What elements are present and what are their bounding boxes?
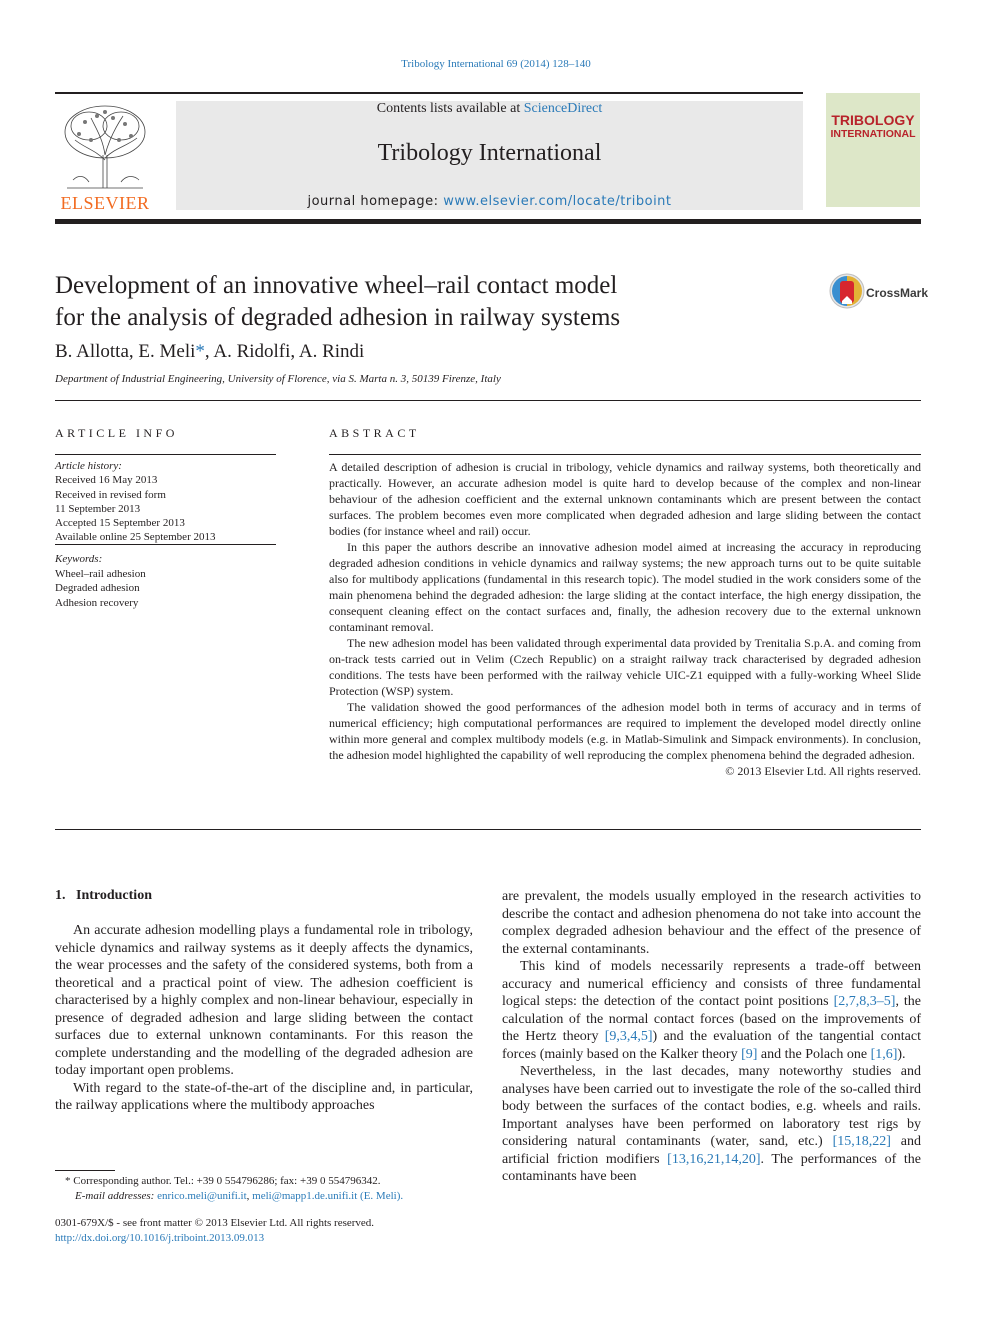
body-text: ) and the evaluation of the tangential contact forces (mainly based on the Kalker theory [502,1029,921,1062]
author-separator: , [204,341,214,362]
history-item: Accepted 15 September 2013 [55,517,185,530]
author-name[interactable]: E. Meli [138,341,196,362]
affiliation: Department of Industrial Engineering, University of Florence, via S. Marta n. 3, 50139 Firenze, Italy [55,373,501,385]
citation-link[interactable]: [1,6] [870,1046,898,1062]
body-column-left [55,922,473,1115]
header-thick-rule [55,219,921,224]
citation-link[interactable]: [15,18,22] [832,1134,891,1149]
history-label: Article history: [55,460,122,472]
corresponding-author-note: * Corresponding author. Tel.: +39 0 554796286; fax: +39 0 554796342. [65,1175,381,1187]
keywords-block [55,552,276,610]
citation-link[interactable]: [2,7,8,3–5] [833,994,896,1009]
issn-line: 0301-679X/$ - see front matter © 2013 Elsevier Ltd. All rights reserved. [55,1217,375,1229]
homepage-prefix: journal homepage: [307,194,444,209]
cover-title-line1: TRIBOLOGY [831,112,915,128]
abstract-paragraph: The new adhesion model has been validated through experimental data provided by Trenitalia S.p.A. and coming from on-track tests carried out in Velim (Czech Republic) on a straight railway track characterised by degraded adhesion conditions. The tests have been performed with the railway vehicle UIC-Z1 equipped with a fully-working Wheel Slide Protection (WSP) system. [329,636,921,698]
journal-cover-thumbnail[interactable] [826,93,920,207]
body-column-right [502,888,921,1186]
sciencedirect-link[interactable]: ScienceDirect [523,101,603,116]
title-line-1: Development of an innovative wheel–rail contact model [55,272,618,299]
footnotes [55,1174,475,1204]
history-item: Received in revised form [55,488,166,501]
footnote-rule [55,1170,115,1171]
history-item: 11 September 2013 [55,502,141,515]
body-paragraph: are prevalent, the models usually employed in the research activities to describe the contact and adhesion phenomena do not take into account the complex degraded adhesion behaviour and the effect of the presence of the external contaminants. [502,889,921,957]
article-info-rule [55,454,276,455]
body-text: and the Polach one [757,1046,871,1062]
article-title [55,270,775,334]
header-rule [55,92,803,94]
journal-homepage [176,194,803,209]
keywords-label: Keywords: [55,553,103,565]
body-text: This kind of models necessarily represents a trade-off between accuracy and numerical efficiency and consists of three fundamental logical steps: the detection of the contact point positions [502,959,921,1009]
abstract-paragraph: A detailed description of adhesion is crucial in tribology, vehicle dynamics and railway systems, both theoretically and practically. However, an accurate adhesion model is quite hard to develop because of the complex and non-linear behaviour of the adhesion coefficient and the external unknown contaminants which are present between the contact surfaces. The problem becomes even more complicated when degraded adhesion and large sliding between the contact bodies (for instance wheel and rail) occur. [329,460,921,538]
email-label: E-mail addresses: [75,1190,158,1202]
abstract-body [329,459,921,779]
author-separator: , [128,341,139,362]
journal-name: Tribology International [377,140,602,166]
abstract-heading: ABSTRACT [329,426,420,440]
homepage-link[interactable]: www.elsevier.com/locate/triboint [443,194,672,209]
email-link[interactable]: enrico.meli@unifi.it [157,1190,247,1202]
section-divider [55,400,921,401]
section-title: Introduction [76,888,152,903]
body-text: and artificial friction modifiers [502,1134,922,1167]
title-line-2: for the analysis of degraded adhesion in railway systems [55,304,621,331]
history-item: Received 16 May 2013 [55,474,158,487]
body-text: Nevertheless, in the last decades, many noteworthy studies and analyses have been carried out to investigate the role of the so-called third body between the surfaces of the contact bodies, e.g. wheels and rails. Important analyses have been performed on laboratory test rigs by considering natural contaminants (water, sand, etc.) [502,1064,921,1149]
elsevier-wordmark[interactable]: ELSEVIER [60,193,150,213]
body-paragraph: An accurate adhesion modelling plays a fundamental role in tribology, vehicle dynamics and railway systems as it deeply affects the dynamics, the wear processes and the safety of the considered systems, both from a theoretical and a practical point of view. The adhesion coefficient is characterised by a highly complex and non-linear behaviour, especially in presence of degraded adhesion and large sliding between the contact surfaces due to external unknown contaminants. For this reason the complete understanding and the modelling of the degraded adhesion are today important open problems. [55,923,473,1078]
author-name[interactable]: B. Allotta [55,341,129,362]
corresponding-author-mark[interactable]: * [195,341,205,362]
article-info-heading: ARTICLE INFO [55,426,178,440]
crossmark-icon[interactable] [829,273,865,309]
abstract-paragraph: The validation showed the good performances of the adhesion model both in terms of accuracy and in terms of numerical efficiency; high computational performances are required to implement the developed model directly online within more general and complex multibody models (e.g. in Matlab-Simulink and Simpack environments). In conclusion, the adhesion model highlighted the capability of well reproducing the complex phenomena behind the degraded adhesion. [329,700,921,762]
email-link[interactable]: meli@mapp1.de.unifi.it (E. Meli). [252,1190,404,1202]
doi-link[interactable]: http://dx.doi.org/10.1016/j.triboint.2013.09.013 [55,1232,265,1244]
body-paragraph [502,958,921,1063]
cover-title-line2: INTERNATIONAL [830,128,916,140]
section-number: 1. [55,888,66,903]
email-addresses [55,1189,475,1204]
citation-link[interactable]: [13,16,21,14,20] [667,1151,761,1167]
contents-line [176,101,803,117]
keyword: Degraded adhesion [55,582,140,594]
article-history [55,459,276,545]
body-text: , the calculation of the normal contact forces (based on the improvements of the Hertz theory [502,994,922,1044]
history-rule [55,544,276,545]
body-text: ). [897,1046,906,1062]
crossmark-label[interactable]: CrossMark [866,286,929,300]
section-divider [55,829,921,830]
front-matter [55,1216,475,1246]
contents-prefix: Contents lists available at [376,101,524,116]
abstract-rule [329,454,921,455]
citation-link[interactable]: [9] [741,1046,758,1062]
cover-title [828,113,918,141]
history-item: Available online 25 September 2013 [55,531,216,544]
author-name[interactable]: A. Rindi [298,341,365,362]
author-separator: , [290,341,299,362]
keyword: Adhesion recovery [55,596,139,609]
keyword: Wheel–rail adhesion [55,567,146,580]
body-paragraph [502,1063,921,1186]
copyright-notice: © 2013 Elsevier Ltd. All rights reserved. [725,764,921,778]
body-text: . The performances of the contaminants have been [502,1151,921,1184]
section-heading [55,888,152,904]
author-name[interactable]: A. Ridolfi [213,341,291,362]
journal-citation[interactable]: Tribology International 69 (2014) 128–140 [401,58,591,70]
abstract-paragraph: In this paper the authors describe an innovative adhesion model aimed at increasing the accuracy in reproducing degraded adhesion conditions in vehicle dynamics and railway systems; the new approach turns out to be quite suitable also for multibody applications (fundamental in this research topic). The model studied in the work considers some of the main phenomena behind the degraded adhesion: the large sliding at the contact interface, the high energy dissipation, the consequent cleaning effect on the contact surfaces and, finally, the adhesion recovery due to the external unknown contaminant removal. [329,540,921,634]
citation-link[interactable]: [9,3,4,5] [604,1029,653,1044]
author-list [55,341,364,363]
email-separator: , [246,1190,253,1202]
body-paragraph: With regard to the state-of-the-art of the discipline and, in particular, the railway applications where the multibody approaches [55,1080,473,1113]
